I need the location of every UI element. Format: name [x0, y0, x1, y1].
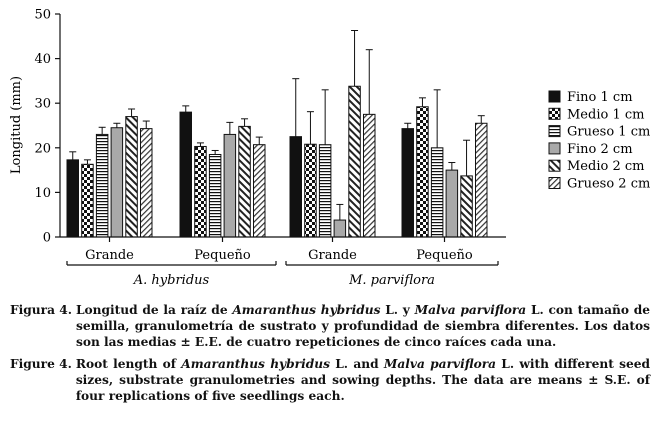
- y-tick-label: 10: [34, 185, 51, 201]
- group-label: A. hybridus: [133, 273, 210, 288]
- legend-swatch: [549, 126, 560, 137]
- y-tick-label: 40: [34, 52, 51, 68]
- bar: [349, 86, 361, 237]
- bar: [319, 145, 331, 237]
- bar: [431, 148, 443, 237]
- bar: [417, 107, 429, 237]
- legend-label: Medio 2 cm: [567, 159, 645, 175]
- caption-es-text: [76, 302, 650, 350]
- bar: [239, 126, 251, 237]
- bar: [334, 220, 346, 237]
- bar: [67, 160, 79, 237]
- caption-en-text: [76, 356, 650, 404]
- caption-es-t2: L. y: [385, 303, 410, 317]
- bar: [180, 112, 192, 237]
- bar: [476, 123, 488, 237]
- caption-es-t1: Longitud de la raíz de: [75, 303, 228, 317]
- caption-en-species-1: Amaranthus hybridus: [181, 357, 330, 371]
- legend-label: Fino 1 cm: [567, 90, 633, 105]
- legend-swatch: [549, 160, 560, 171]
- caption-en-label: Figure 4.: [10, 357, 72, 371]
- bar: [141, 129, 153, 237]
- legend-label: Grueso 1 cm: [567, 124, 651, 140]
- bar: [126, 117, 138, 237]
- legend-swatch: [549, 91, 560, 102]
- caption-es-species-2: Malva parviflora: [414, 303, 527, 317]
- legend: [549, 90, 650, 192]
- x-axis: [60, 237, 506, 288]
- group-label: M. parviflora: [349, 273, 435, 288]
- bar: [290, 137, 302, 237]
- y-axis: [34, 8, 60, 246]
- caption-en-species-2: Malva parviflora: [383, 357, 497, 371]
- bar: [195, 146, 207, 237]
- y-tick-label: 20: [34, 141, 51, 157]
- caption-es-species-1: Amaranthus hybridus: [232, 303, 381, 317]
- y-tick-label: 0: [42, 230, 51, 246]
- x-tick-label: Grande: [85, 248, 134, 263]
- caption-es-t3: L. con tamaño de semilla, granulometría de sustrato y profundidad de siembra diferentes. Los datos son las medias ± E.E. de cuatro repeticiones de cinco raíces cada una.: [75, 303, 650, 349]
- legend-label: Medio 1 cm: [567, 107, 645, 123]
- caption-english: [10, 356, 650, 404]
- y-tick-label: 50: [34, 7, 51, 23]
- caption-en-t2: L. and: [335, 357, 379, 371]
- legend-swatch: [549, 178, 560, 189]
- y-axis-label: Longitud (mm): [9, 75, 24, 175]
- legend-label: Fino 2 cm: [567, 141, 633, 157]
- legend-swatch: [549, 108, 560, 119]
- caption-es-label: Figura 4.: [10, 303, 72, 317]
- bar: [461, 176, 473, 237]
- caption-en-t1: Root length of: [75, 357, 176, 371]
- bar: [364, 114, 376, 237]
- bar: [96, 134, 108, 237]
- bar: [402, 129, 414, 237]
- legend-label: Grueso 2 cm: [567, 176, 651, 192]
- x-tick-label: Pequeño: [194, 248, 251, 263]
- bar: [111, 128, 123, 237]
- bar: [305, 144, 317, 237]
- caption-spanish: [10, 302, 650, 350]
- bar: [254, 145, 266, 237]
- x-tick-label: Grande: [308, 248, 357, 263]
- bar: [82, 164, 94, 237]
- bar: [446, 170, 458, 237]
- y-tick-label: 30: [34, 96, 51, 112]
- bar: [224, 134, 236, 237]
- caption-en-t3: L. with different seed sizes, substrate granulometries and sowing depths. The data are means ± S.E. of four replications of five seedlings each.: [75, 357, 650, 403]
- x-tick-label: Pequeño: [416, 248, 473, 263]
- legend-swatch: [549, 143, 560, 154]
- bar: [209, 154, 221, 237]
